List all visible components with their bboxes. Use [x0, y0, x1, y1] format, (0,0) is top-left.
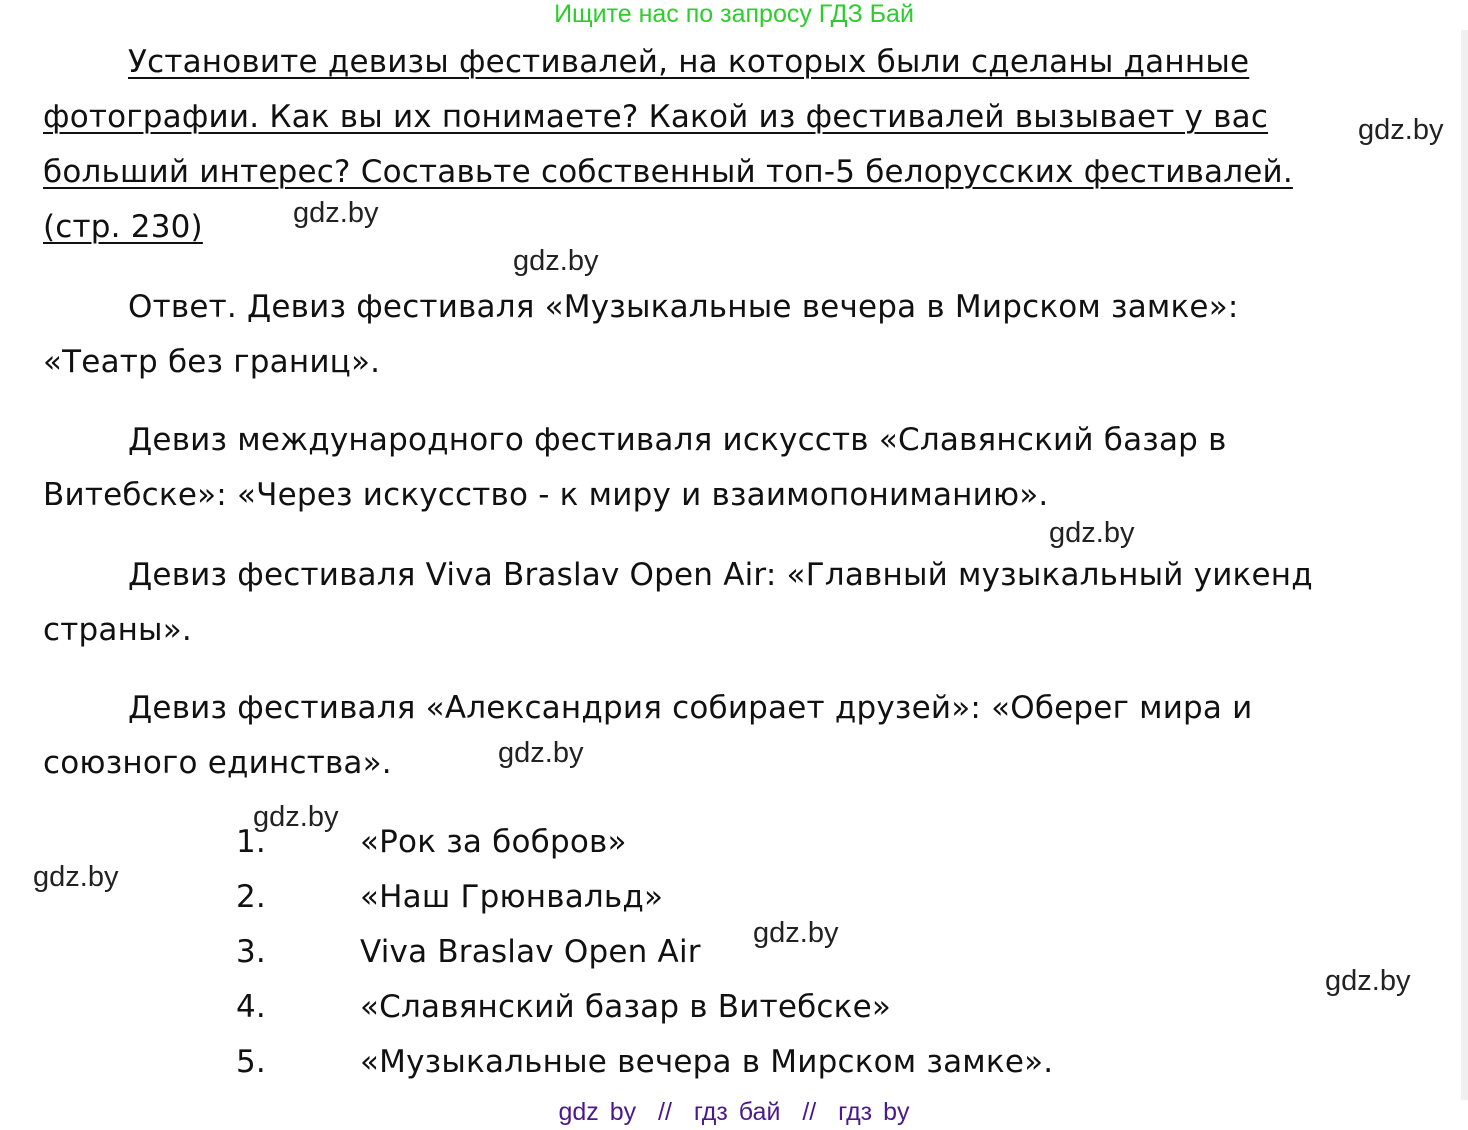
answer-line: Девиз фестиваля Viva Braslav Open Air: «Главный музыкальный уикенд [128, 557, 1313, 593]
scrollbar-track [1461, 30, 1468, 1100]
footer-links: gdz by // гдз бай // гдз by [558, 1098, 910, 1126]
answer-line: Девиз фестиваля «Александрия собирает друзей»: «Оберег мира и [128, 690, 1253, 726]
watermark: gdz.by [1325, 965, 1411, 997]
answer-line: Витебске»: «Через искусство - к миру и взаимопониманию». [43, 477, 1049, 513]
list-item: Viva Braslav Open Air [360, 934, 701, 970]
answer-line: страны». [43, 612, 192, 648]
question-line: больший интерес? Составьте собственный топ-5 белорусских фестивалей. [43, 154, 1293, 190]
watermark: gdz.by [498, 737, 584, 769]
watermark: gdz.by [753, 917, 839, 949]
watermark: gdz.by [33, 861, 119, 893]
watermark: gdz.by [253, 801, 339, 833]
list-number: 2. [236, 879, 266, 915]
watermark: gdz.by [293, 197, 379, 229]
watermark: gdz.by [513, 245, 599, 277]
answer-line: «Театр без границ». [43, 344, 381, 380]
question-line: Установите девизы фестивалей, на которых были сделаны данные [128, 44, 1250, 80]
watermark: gdz.by [1358, 114, 1444, 146]
question-line: (стр. 230) [43, 209, 203, 245]
question-line: фотографии. Как вы их понимаете? Какой из фестивалей вызывает у вас [43, 99, 1269, 135]
list-item: «Музыкальные вечера в Мирском замке». [360, 1044, 1054, 1080]
list-number: 1. [236, 824, 266, 860]
list-item: «Наш Грюнвальд» [360, 879, 664, 915]
answer-line: Ответ. Девиз фестиваля «Музыкальные вечера в Мирском замке»: [128, 289, 1239, 325]
list-item: «Рок за бобров» [360, 824, 627, 860]
list-number: 4. [236, 989, 266, 1025]
watermark: gdz.by [1049, 517, 1135, 549]
list-item: «Славянский базар в Витебске» [360, 989, 892, 1025]
answer-line: союзного единства». [43, 745, 392, 781]
list-number: 3. [236, 934, 266, 970]
search-banner: Ищите нас по запросу ГДЗ Бай [554, 0, 914, 28]
list-number: 5. [236, 1044, 266, 1080]
answer-line: Девиз международного фестиваля искусств «Славянский базар в [128, 422, 1227, 458]
